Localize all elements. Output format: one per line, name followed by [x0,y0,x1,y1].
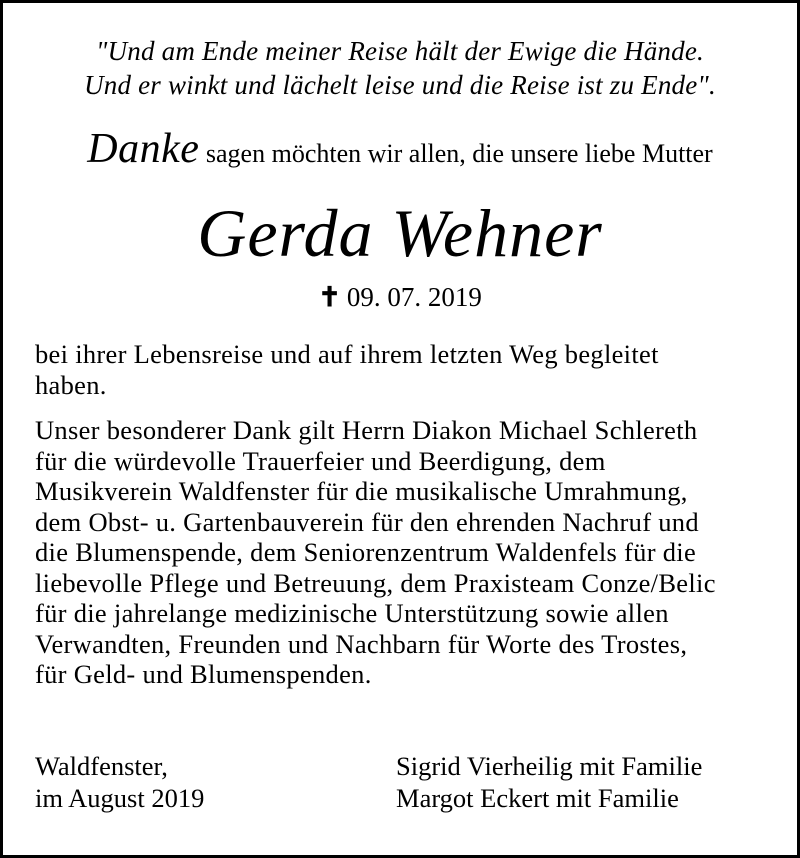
text-line: Musikverein Waldfenster für die musikalische Umrahmung, [35,476,688,506]
text-line: bei ihrer Lebensreise und auf ihrem letzten Weg begleitet [35,339,659,369]
text-line: Verwandten, Freunden und Nachbarn für Worte des Trostes, [35,628,688,659]
text-line: für die jahrelange medizinische Unterstützung sowie allen [35,598,669,628]
text-line: für Geld- und Blumenspenden. [35,659,372,689]
signature-line: Margot Eckert mit Familie [396,783,679,813]
thanks-word: Danke [87,126,200,172]
cross-icon: ✝ [318,282,341,312]
text-line: die Blumenspende, dem Seniorenzentrum Waldenfels für die [35,537,697,567]
text-line: haben. [35,369,107,400]
text-line: Unser besonderer Dank gilt Herrn Diakon Michael Schlereth [35,415,698,445]
text-line: liebevolle Pflege und Betreuung, dem Praxisteam Conze/Belic [35,567,716,598]
death-date-line [0,280,800,314]
thanks-text: sagen möchten wir allen, die unsere liebe Mutter [205,139,713,168]
gratitude-paragraph [35,415,775,690]
text-line: für die würdevolle Trauerfeier und Beerdigung, dem [35,445,606,476]
place: Waldfenster, [35,751,168,781]
death-date: 09. 07. 2019 [346,282,482,312]
date: im August 2019 [35,783,205,813]
accompaniment-paragraph [35,339,775,400]
signature-line: Sigrid Vierheilig mit Familie [396,751,703,781]
quote-line-2: Und er winkt und lächelt leise und die Reise ist zu Ende". [84,70,716,100]
deceased-name: Gerda Wehner [197,195,603,271]
text-line: dem Obst- u. Gartenbauverein für den ehrenden Nachruf und [35,506,699,537]
place-date [35,750,204,814]
signatures [396,750,702,814]
thanks-line [0,124,800,179]
quote-line-1: "Und am Ende meiner Reise hält der Ewige die Hände. [96,36,704,66]
